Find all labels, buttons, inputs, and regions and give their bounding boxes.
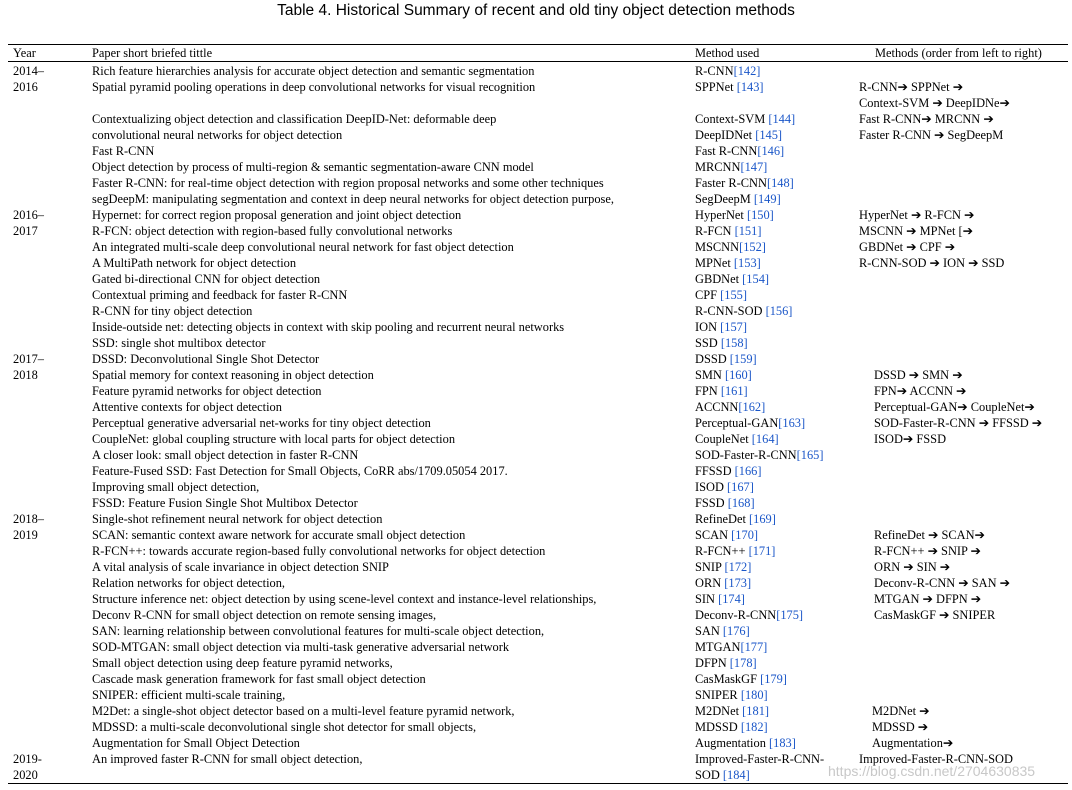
table-row — [8, 95, 1068, 111]
cell-method — [695, 79, 764, 95]
citation-link[interactable]: [180] — [740, 688, 768, 702]
citation-link[interactable]: [173] — [724, 576, 752, 590]
method-name: Fast R-CNN — [695, 144, 758, 158]
method-name: FFSSD — [695, 464, 732, 478]
method-name: SMN — [695, 368, 722, 382]
table-row — [8, 143, 1068, 159]
cell-method — [695, 415, 805, 431]
cell-method — [695, 623, 750, 639]
table-row — [8, 623, 1068, 639]
cell-paper-title: SOD-MTGAN: small object detection via multi-task generative adversarial network — [92, 640, 510, 654]
table-row — [8, 159, 1068, 175]
citation-link[interactable]: [149] — [753, 192, 781, 206]
cell-method — [695, 575, 751, 591]
method-name: R-FCN — [695, 224, 732, 238]
cell-paper-title: Small object detection using deep feature pyramid networks, — [92, 656, 393, 670]
table-row — [8, 527, 1068, 543]
table-row — [8, 735, 1068, 751]
cell-paper-title: A closer look: small object detection in faster R-CNN — [92, 448, 359, 462]
method-name: RefineDet — [695, 512, 746, 526]
method-name: R-CNN — [695, 64, 734, 78]
table-row — [8, 287, 1068, 303]
method-name: Deconv-R-CNN — [695, 608, 777, 622]
cell-paper-title: Improving small object detection, — [92, 480, 260, 494]
citation-link[interactable]: [168] — [727, 496, 755, 510]
cell-method — [695, 175, 794, 191]
cell-method-order: MSCNN ➔ MPNet [➔ — [859, 224, 974, 238]
cell-paper-title: Structure inference net: object detection by using scene-level context and instance-level relationships, — [92, 592, 597, 606]
citation-link[interactable]: [164] — [751, 432, 779, 446]
cell-year: 2019- — [13, 752, 42, 766]
cell-method — [695, 287, 747, 303]
cell-method — [695, 207, 774, 223]
table-row — [8, 255, 1068, 271]
method-name: Faster R-CNN — [695, 176, 767, 190]
table-row — [8, 495, 1068, 511]
citation-link[interactable]: [175] — [776, 608, 804, 622]
method-name: FPN — [695, 384, 718, 398]
table-row — [8, 239, 1068, 255]
cell-method — [695, 63, 760, 79]
citation-link[interactable]: [157] — [720, 320, 747, 334]
cell-paper-title: Rich feature hierarchies analysis for accurate object detection and semantic segmentation — [92, 64, 535, 78]
cell-method — [695, 639, 767, 655]
cell-method — [695, 191, 781, 207]
table-row — [8, 303, 1068, 319]
method-name: M2DNet — [695, 704, 740, 718]
cell-method — [695, 239, 766, 255]
method-name: MRCNN — [695, 160, 741, 174]
citation-link[interactable]: [181] — [742, 704, 770, 718]
table-row — [8, 415, 1068, 431]
table-row — [8, 703, 1068, 719]
cell-method — [695, 463, 761, 479]
method-name: SAN — [695, 624, 720, 638]
cell-method — [695, 479, 754, 495]
citation-link[interactable]: [150] — [746, 208, 774, 222]
cell-method — [695, 751, 824, 767]
cell-method-order: Augmentation➔ — [872, 736, 954, 750]
bottom-rule — [8, 783, 1068, 784]
cell-year: 2017 — [13, 224, 38, 238]
citation-link[interactable]: [159] — [729, 352, 757, 366]
method-name: SPPNet — [695, 80, 734, 94]
cell-paper-title: Spatial pyramid pooling operations in deep convolutional networks for visual recognition — [92, 80, 536, 94]
citation-link[interactable]: [152] — [739, 240, 766, 254]
table-row — [8, 671, 1068, 687]
cell-paper-title: DSSD: Deconvolutional Single Shot Detector — [92, 352, 320, 366]
cell-paper-title: Attentive contexts for object detection — [92, 400, 282, 414]
citation-link[interactable]: [170] — [731, 528, 759, 542]
cell-paper-title: Faster R-CNN: for real-time object detection with region proposal networks and some other techniques — [92, 176, 604, 190]
citation-link[interactable]: [179] — [760, 672, 787, 686]
cell-method-order: R-CNN-SOD ➔ ION ➔ SSD — [859, 256, 1005, 270]
cell-method-order: Perceptual-GAN➔ CoupleNet➔ — [874, 400, 1035, 414]
cell-year: 2020 — [13, 768, 38, 782]
summary-table — [8, 45, 1068, 784]
method-name: SIN — [695, 592, 715, 606]
table-row — [8, 479, 1068, 495]
cell-paper-title: Relation networks for object detection, — [92, 576, 286, 590]
cell-year: 2017– — [13, 352, 44, 366]
cell-paper-title: An integrated multi-scale deep convolutional neural network for fast object detection — [92, 240, 514, 254]
citation-link[interactable]: [144] — [768, 112, 796, 126]
cell-method-order: Fast R-CNN➔ MRCNN ➔ — [859, 112, 994, 126]
cell-paper-title: Fast R-CNN — [92, 144, 155, 158]
cell-method-order: ISOD➔ FSSD — [874, 432, 947, 446]
table-row — [8, 351, 1068, 367]
cell-paper-title: segDeepM: manipulating segmentation and context in deep neural networks for object detection purpose, — [92, 192, 614, 206]
cell-paper-title: Gated bi-directional CNN for object detection — [92, 272, 321, 286]
citation-link[interactable]: [162] — [738, 400, 766, 414]
cell-paper-title: CoupleNet: global coupling structure with local parts for object detection — [92, 432, 456, 446]
citation-link[interactable]: [161] — [720, 384, 748, 398]
citation-link[interactable]: [176] — [722, 624, 750, 638]
table-row — [8, 655, 1068, 671]
cell-paper-title: R-CNN for tiny object detection — [92, 304, 253, 318]
cell-year: 2016 — [13, 80, 38, 94]
cell-method — [695, 223, 761, 239]
cell-method — [695, 335, 748, 351]
cell-method — [695, 351, 757, 367]
citation-link[interactable]: [153] — [733, 256, 761, 270]
table-row — [8, 367, 1068, 383]
citation-link[interactable]: [172] — [724, 560, 752, 574]
cell-paper-title: Feature pyramid networks for object detection — [92, 384, 322, 398]
cell-method-order: MDSSD ➔ — [872, 720, 929, 734]
citation-link[interactable]: [184] — [722, 768, 750, 782]
cell-paper-title: convolutional neural networks for object detection — [92, 128, 343, 142]
table-row — [8, 559, 1068, 575]
method-name: ISOD — [695, 480, 724, 494]
cell-method-order: M2DNet ➔ — [872, 704, 930, 718]
cell-method — [695, 271, 769, 287]
method-name: R-CNN-SOD — [695, 304, 763, 318]
table-caption: Table 4. Historical Summary of recent and old tiny object detection methods — [277, 2, 795, 19]
citation-link[interactable]: [145] — [755, 128, 783, 142]
table-row — [8, 79, 1068, 95]
citation-link[interactable]: [143] — [736, 80, 764, 94]
method-name: MDSSD — [695, 720, 738, 734]
cell-method — [695, 671, 787, 687]
cell-year: 2019 — [13, 528, 38, 542]
cell-method — [695, 527, 758, 543]
header-method: Method used — [695, 46, 760, 60]
citation-link[interactable]: [169] — [749, 512, 776, 526]
method-name: GBDNet — [695, 272, 740, 286]
cell-method-order: ORN ➔ SIN ➔ — [874, 560, 951, 574]
citation-link[interactable]: [183] — [769, 736, 796, 750]
cell-method — [695, 543, 775, 559]
table-row — [8, 399, 1068, 415]
table-row — [8, 687, 1068, 703]
cell-paper-title: Contextualizing object detection and classification DeepID-Net: deformable deep — [92, 112, 497, 126]
table-row — [8, 207, 1068, 223]
method-name: MTGAN — [695, 640, 741, 654]
table-row — [8, 463, 1068, 479]
cell-method — [695, 687, 768, 703]
citation-link[interactable]: [171] — [748, 544, 776, 558]
cell-method-order: R-CNN➔ SPPNet ➔ — [859, 80, 964, 94]
citation-link[interactable]: [167] — [727, 480, 754, 494]
cell-method — [695, 703, 769, 719]
cell-method-order: CasMaskGF ➔ SNIPER — [874, 608, 996, 622]
header-row — [8, 45, 1068, 61]
citation-link[interactable]: [146] — [757, 144, 785, 158]
method-name: Context-SVM — [695, 112, 766, 126]
header-paper: Paper short briefed tittle — [92, 46, 213, 60]
method-name: SNIP — [695, 560, 722, 574]
cell-method — [695, 655, 757, 671]
cell-method-order: GBDNet ➔ CPF ➔ — [859, 240, 956, 254]
method-name: Augmentation — [695, 736, 766, 750]
cell-method-order: Deconv-R-CNN ➔ SAN ➔ — [874, 576, 1011, 590]
cell-paper-title: MDSSD: a multi-scale deconvolutional single shot detector for small objects, — [92, 720, 477, 734]
cell-paper-title: Object detection by process of multi-region & semantic segmentation-aware CNN model — [92, 160, 534, 174]
cell-year: 2018– — [13, 512, 44, 526]
method-name: SCAN — [695, 528, 729, 542]
cell-paper-title: SSD: single shot multibox detector — [92, 336, 266, 350]
method-name: CPF — [695, 288, 718, 302]
cell-method — [695, 447, 823, 463]
cell-method-order: Improved-Faster-R-CNN-SOD — [859, 752, 1013, 766]
citation-link[interactable]: [165] — [796, 448, 824, 462]
cell-paper-title: R-FCN++: towards accurate region-based fully convolutional networks for object detection — [92, 544, 546, 558]
cell-method-order: Faster R-CNN ➔ SegDeepM — [859, 128, 1004, 142]
cell-year: 2018 — [13, 368, 38, 382]
table-row — [8, 319, 1068, 335]
cell-method-order: HyperNet ➔ R-FCN ➔ — [859, 208, 975, 222]
table-row — [8, 431, 1068, 447]
table-row — [8, 591, 1068, 607]
cell-method — [695, 255, 761, 271]
cell-method — [695, 607, 803, 623]
cell-paper-title: Feature-Fused SSD: Fast Detection for Small Objects, CoRR abs/1709.05054 2017. — [92, 464, 508, 478]
cell-method-order: Context-SVM ➔ DeepIDNe➔ — [859, 96, 1010, 110]
citation-link[interactable]: [148] — [766, 176, 794, 190]
cell-paper-title: A MultiPath network for object detection — [92, 256, 297, 270]
cell-method-order: FPN➔ ACCNN ➔ — [874, 384, 967, 398]
cell-paper-title: Deconv R-CNN for small object detection on remote sensing images, — [92, 608, 437, 622]
method-name: Perceptual-GAN — [695, 416, 779, 430]
method-name: ION — [695, 320, 718, 334]
table-row — [8, 127, 1068, 143]
cell-method — [695, 159, 767, 175]
cell-method — [695, 495, 755, 511]
cell-method — [695, 591, 745, 607]
citation-link[interactable]: [142] — [733, 64, 761, 78]
table-body — [8, 63, 1068, 784]
citation-link[interactable]: [182] — [740, 720, 768, 734]
method-name: CoupleNet — [695, 432, 749, 446]
method-name: SSD — [695, 336, 718, 350]
citation-link[interactable]: [147] — [740, 160, 768, 174]
cell-method — [695, 111, 795, 127]
cell-year: 2014– — [13, 64, 44, 78]
table-row — [8, 63, 1068, 79]
table-row — [8, 383, 1068, 399]
cell-paper-title: An improved faster R-CNN for small object detection, — [92, 752, 363, 766]
method-name: DSSD — [695, 352, 727, 366]
method-name: R-FCN++ — [695, 544, 746, 558]
cell-method-order: DSSD ➔ SMN ➔ — [874, 368, 963, 382]
method-name: SegDeepM — [695, 192, 751, 206]
table-row — [8, 271, 1068, 287]
cell-method — [695, 319, 747, 335]
cell-method — [695, 735, 796, 751]
cell-paper-title: SNIPER: efficient multi-scale training, — [92, 688, 286, 702]
cell-method — [695, 399, 765, 415]
citation-link[interactable]: [174] — [718, 592, 745, 606]
cell-year: 2016– — [13, 208, 44, 222]
table-row — [8, 639, 1068, 655]
table-row — [8, 447, 1068, 463]
cell-method — [695, 511, 776, 527]
method-name: DFPN — [695, 656, 727, 670]
cell-method-order: MTGAN ➔ DFPN ➔ — [874, 592, 982, 606]
method-name: ORN — [695, 576, 722, 590]
cell-paper-title: A vital analysis of scale invariance in object detection SNIP — [92, 560, 389, 574]
header-year: Year — [13, 46, 36, 60]
table-row — [8, 191, 1068, 207]
method-name: CasMaskGF — [695, 672, 757, 686]
cell-method — [695, 367, 752, 383]
table-row — [8, 335, 1068, 351]
method-name: HyperNet — [695, 208, 744, 222]
cell-paper-title: Cascade mask generation framework for fast small object detection — [92, 672, 426, 686]
citation-link[interactable]: [163] — [778, 416, 806, 430]
method-name: MPNet — [695, 256, 731, 270]
cell-paper-title: FSSD: Feature Fusion Single Shot Multibox Detector — [92, 496, 358, 510]
method-name: SOD-Faster-R-CNN — [695, 448, 797, 462]
cell-paper-title: Hypernet: for correct region proposal generation and joint object detection — [92, 208, 462, 222]
cell-method — [695, 559, 751, 575]
cell-method — [695, 383, 748, 399]
cell-paper-title: Contextual priming and feedback for faster R-CNN — [92, 288, 348, 302]
cell-method — [695, 719, 768, 735]
table-row — [8, 575, 1068, 591]
cell-method — [695, 303, 792, 319]
citation-link[interactable]: [158] — [720, 336, 748, 350]
method-name: DeepIDNet — [695, 128, 753, 142]
cell-paper-title: Inside-outside net: detecting objects in context with skip pooling and recurrent neural networks — [92, 320, 565, 334]
table-row — [8, 111, 1068, 127]
header-order: Methods (order from left to right) — [875, 46, 1042, 60]
method-name: SOD — [695, 768, 720, 782]
citation-link[interactable]: [155] — [720, 288, 747, 302]
cell-paper-title: M2Det: a single-shot object detector based on a multi-level feature pyramid network, — [92, 704, 515, 718]
cell-method — [695, 143, 784, 159]
cell-method-order: R-FCN++ ➔ SNIP ➔ — [874, 544, 981, 558]
method-name: Improved-Faster-R-CNN- — [695, 752, 825, 766]
header-rule — [8, 61, 1068, 62]
table-row — [8, 719, 1068, 735]
cell-paper-title: Augmentation for Small Object Detection — [92, 736, 300, 750]
cell-method — [695, 767, 750, 783]
citation-link[interactable]: [156] — [765, 304, 793, 318]
citation-link[interactable]: [160] — [724, 368, 752, 382]
table-row — [8, 511, 1068, 527]
cell-paper-title: Spatial memory for context reasoning in object detection — [92, 368, 374, 382]
table-row — [8, 543, 1068, 559]
cell-method — [695, 431, 779, 447]
citation-link[interactable]: [166] — [734, 464, 762, 478]
cell-paper-title: SAN: learning relationship between convolutional features for multi-scale object detection, — [92, 624, 545, 638]
table-row — [8, 175, 1068, 191]
cell-paper-title: Single-shot refinement neural network for object detection — [92, 512, 383, 526]
citation-link[interactable]: [151] — [734, 224, 762, 238]
cell-paper-title: Perceptual generative adversarial net-works for tiny object detection — [92, 416, 431, 430]
cell-method-order: RefineDet ➔ SCAN➔ — [874, 528, 985, 542]
citation-link[interactable]: [154] — [742, 272, 770, 286]
method-name: FSSD — [695, 496, 725, 510]
method-name: ACCNN — [695, 400, 739, 414]
table-row — [8, 607, 1068, 623]
method-name: MSCNN — [695, 240, 740, 254]
watermark: https://blog.csdn.net/2704630835 — [828, 763, 1036, 779]
method-name: SNIPER — [695, 688, 738, 702]
citation-link[interactable]: [178] — [729, 656, 757, 670]
cell-paper-title: R-FCN: object detection with region-based fully convolutional networks — [92, 224, 453, 238]
cell-paper-title: SCAN: semantic context aware network for accurate small object detection — [92, 528, 466, 542]
table-row — [8, 223, 1068, 239]
cell-method-order: SOD-Faster-R-CNN ➔ FFSSD ➔ — [874, 416, 1043, 430]
citation-link[interactable]: [177] — [740, 640, 768, 654]
cell-method — [695, 127, 782, 143]
